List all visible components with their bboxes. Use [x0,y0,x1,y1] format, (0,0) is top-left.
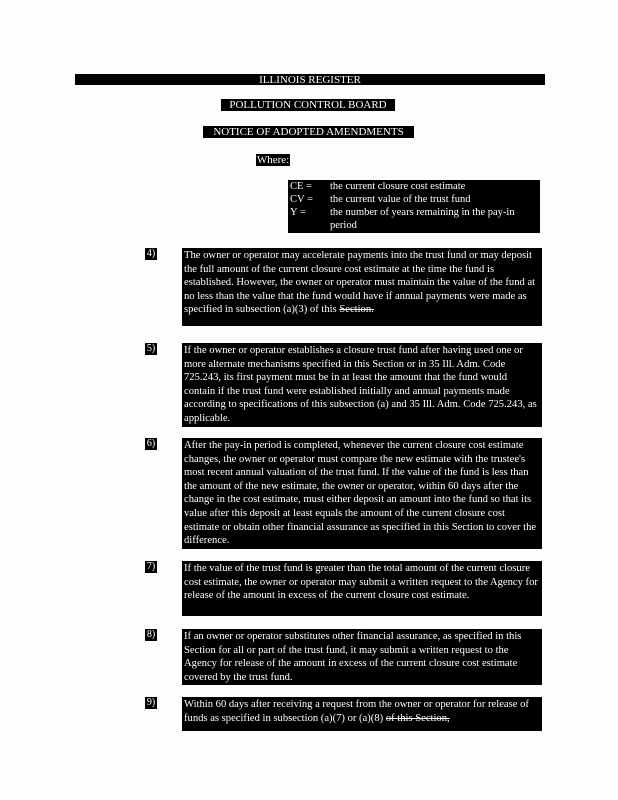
item-paragraph [182,561,542,616]
item-paragraph [182,438,542,549]
item-struck-text: of this Section, [385,712,450,724]
board-title: POLLUTION CONTROL BOARD [221,99,395,111]
item-number: 5) [146,343,156,354]
definition-row [288,193,540,206]
definition-term: CE = [290,181,312,192]
where-label: Where: [256,154,290,166]
item-text: Within 60 days after receiving a request from the owner or operator for release of funds as specified in subsection (a)(7) or (a)(8) [184,699,529,724]
notice-title: NOTICE OF ADOPTED AMENDMENTS [203,126,414,138]
item-text: If the value of the trust fund is greater than the total amount of the current closure cost estimate, the owner or operator may submit a written request to the Agency for release of the amount in excess of the current closure cost estimate. [184,563,538,602]
item-struck-text: Section. [339,304,374,316]
item-number: 9) [146,697,156,708]
item-number: 6) [146,438,156,449]
definition-desc: the number of years remaining in the pay-in period [330,207,515,231]
item-paragraph [182,248,542,326]
definition-term: CV = [290,194,313,205]
item-paragraph [182,343,542,427]
item-text: If an owner or operator substitutes other financial assurance, as specified in this Section for all or part of the trust fund, it may submit a written request to the Agency for release of the amount in excess of the current closure cost estimate covered by the trust fund. [184,631,522,683]
item-number: 8) [146,629,156,640]
definitions-block [288,180,540,233]
definition-row [288,180,540,193]
register-title: ILLINOIS REGISTER [259,74,361,86]
item-text: If the owner or operator establishes a closure trust fund after having used one or more alternate mechanisms specified in this Section or in 35 Ill. Adm. Code 725.243, its first payment must be in at least the amount that the fund would contain if the trust fund were established initially and annual payments made according to specifications of this subsection (a) and 35 Ill. Adm. Code 725.243, as applicable. [184,345,537,424]
item-paragraph [182,629,542,685]
definition-row [288,206,540,232]
item-text: After the pay-in period is completed, whenever the current closure cost estimate changes, the owner or operator must compare the new estimate with the trustee's most recent annual valuation of the trust fund. If the value of the fund is less than the amount of the new estimate, the owner or operator, within 60 days after the change in the cost estimate, must either deposit an amount into the fund so that its value after this deposit at least equals the amount of the current closure cost estimate or obtain other financial assurance as specified in this Section to cover the difference. [184,440,537,547]
register-header-bar [75,74,545,85]
item-number: 4) [146,248,156,259]
item-text: The owner or operator may accelerate payments into the trust fund or may deposit the full amount of the current closure cost estimate at the time the fund is established. However, the owner or operator must maintain the value of the fund at no less than the value that the fund would have if annual payments were made as specified in subsection (a)(3) of this [184,250,536,316]
definition-desc: the current value of the trust fund [330,194,471,205]
item-paragraph [182,697,542,731]
item-number: 7) [146,561,156,572]
definition-term: Y = [290,207,306,218]
definition-desc: the current closure cost estimate [330,181,466,192]
